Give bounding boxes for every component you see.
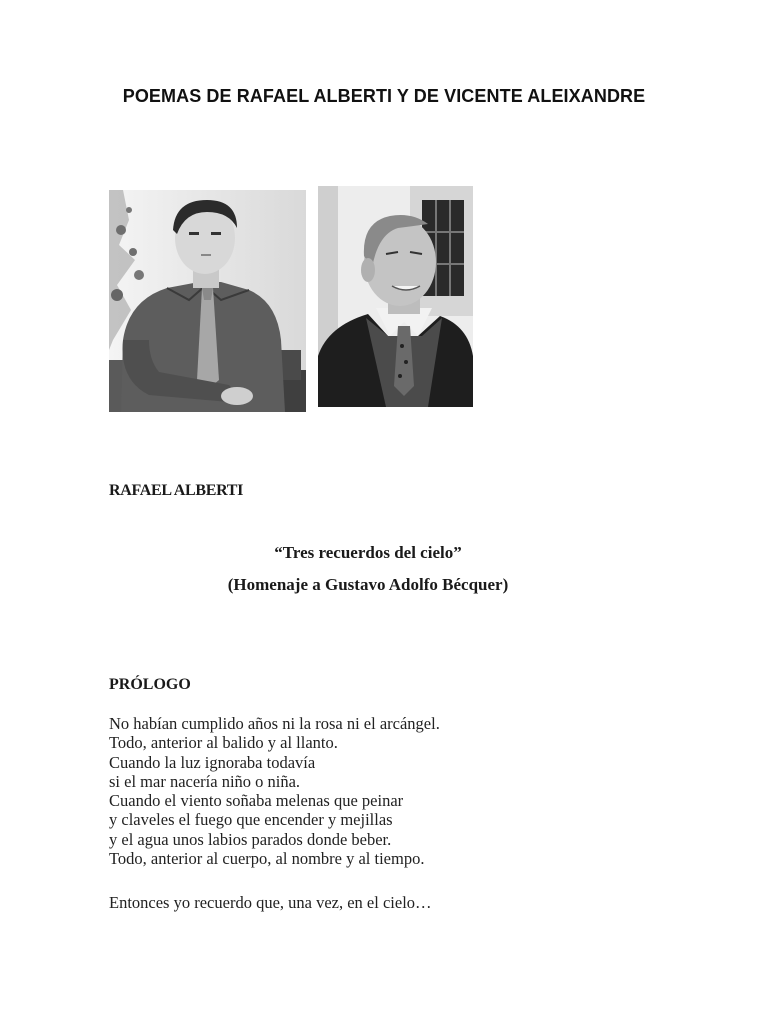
verse-line: y el agua unos labios parados donde beber.	[109, 829, 392, 849]
verse-line: Cuando la luz ignoraba todavía	[109, 752, 316, 772]
prologue-verses	[109, 714, 440, 868]
verse-line: Todo, anterior al cuerpo, al nombre y al tiempo.	[109, 849, 425, 869]
verse-line: y claveles el fuego que encender y mejillas	[109, 810, 393, 830]
closing-verse: Entonces yo recuerdo que, una vez, en el cielo…	[109, 893, 432, 912]
prologue-heading: PRÓLOGO	[109, 676, 191, 693]
poem-title: “Tres recuerdos del cielo”	[274, 543, 462, 562]
verse-line: No habían cumplido años ni la rosa ni el arcángel.	[109, 714, 440, 733]
verse-line: Todo, anterior al balido y al llanto.	[109, 733, 338, 753]
section-author-heading: RAFAEL ALBERTI	[109, 482, 244, 499]
portrait-photo-alberti	[109, 190, 306, 412]
portrait-photo-aleixandre	[318, 186, 473, 407]
document-title: POEMAS DE RAFAEL ALBERTI Y DE VICENTE ALEIXANDRE	[122, 86, 646, 106]
poem-subtitle: (Homenaje a Gustavo Adolfo Bécquer)	[227, 575, 509, 594]
verse-line: Cuando el viento soñaba melenas que peinar	[109, 791, 404, 811]
verse-line: si el mar nacería niño o niña.	[109, 771, 301, 791]
